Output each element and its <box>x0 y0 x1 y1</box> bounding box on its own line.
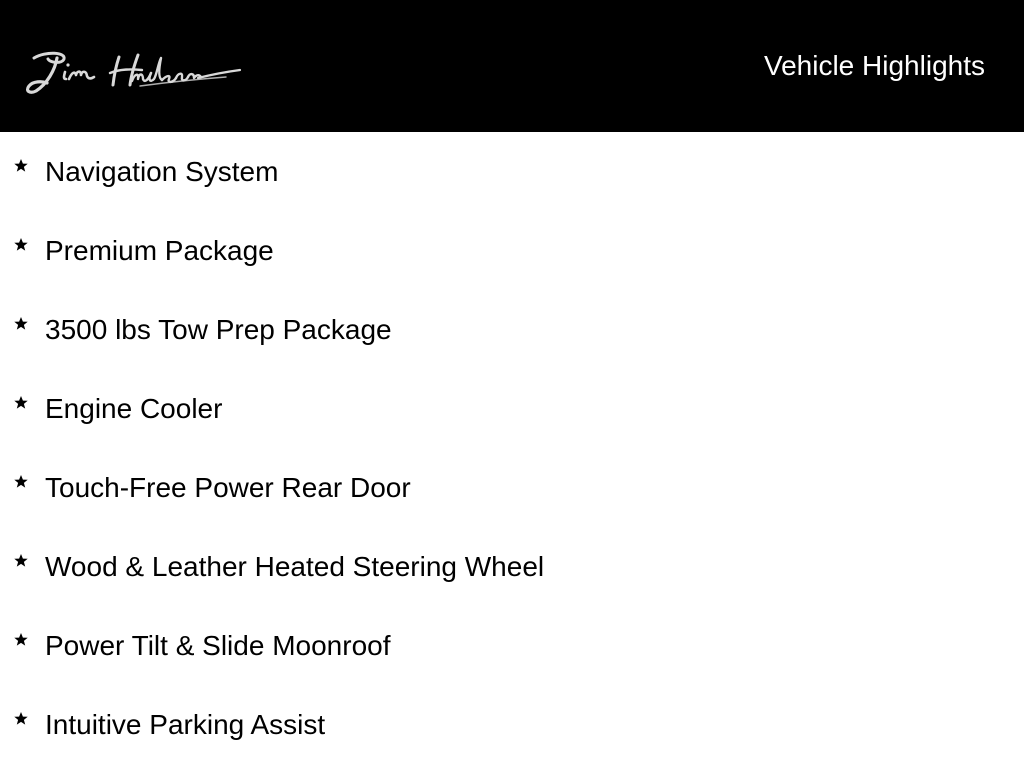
highlight-label: 3500 lbs Tow Prep Package <box>45 314 392 345</box>
highlight-label: Premium Package <box>45 235 274 266</box>
list-item <box>0 231 1024 271</box>
vehicle-highlights-list <box>0 132 1024 768</box>
header-bar <box>0 0 1024 132</box>
jim-hudson-signature-logo <box>20 48 244 98</box>
list-item <box>0 547 1024 587</box>
list-item <box>0 389 1024 429</box>
highlight-label: Engine Cooler <box>45 393 223 424</box>
highlight-label: Power Tilt & Slide Moonroof <box>45 630 391 661</box>
star-icon <box>11 235 31 255</box>
highlight-label: Navigation System <box>45 156 279 187</box>
star-icon <box>11 156 31 176</box>
highlight-label: Intuitive Parking Assist <box>45 709 326 740</box>
star-icon <box>11 393 31 413</box>
list-item <box>0 152 1024 192</box>
star-icon <box>11 314 31 334</box>
list-item <box>0 310 1024 350</box>
highlight-label: Touch-Free Power Rear Door <box>45 472 411 503</box>
list-item <box>0 468 1024 508</box>
list-item <box>0 705 1024 745</box>
list-item <box>0 626 1024 666</box>
star-icon <box>11 472 31 492</box>
highlight-label: Wood & Leather Heated Steering Wheel <box>45 551 545 582</box>
star-icon <box>11 630 31 650</box>
star-icon <box>11 551 31 571</box>
star-icon <box>11 709 31 729</box>
page-title: Vehicle Highlights <box>763 50 985 81</box>
